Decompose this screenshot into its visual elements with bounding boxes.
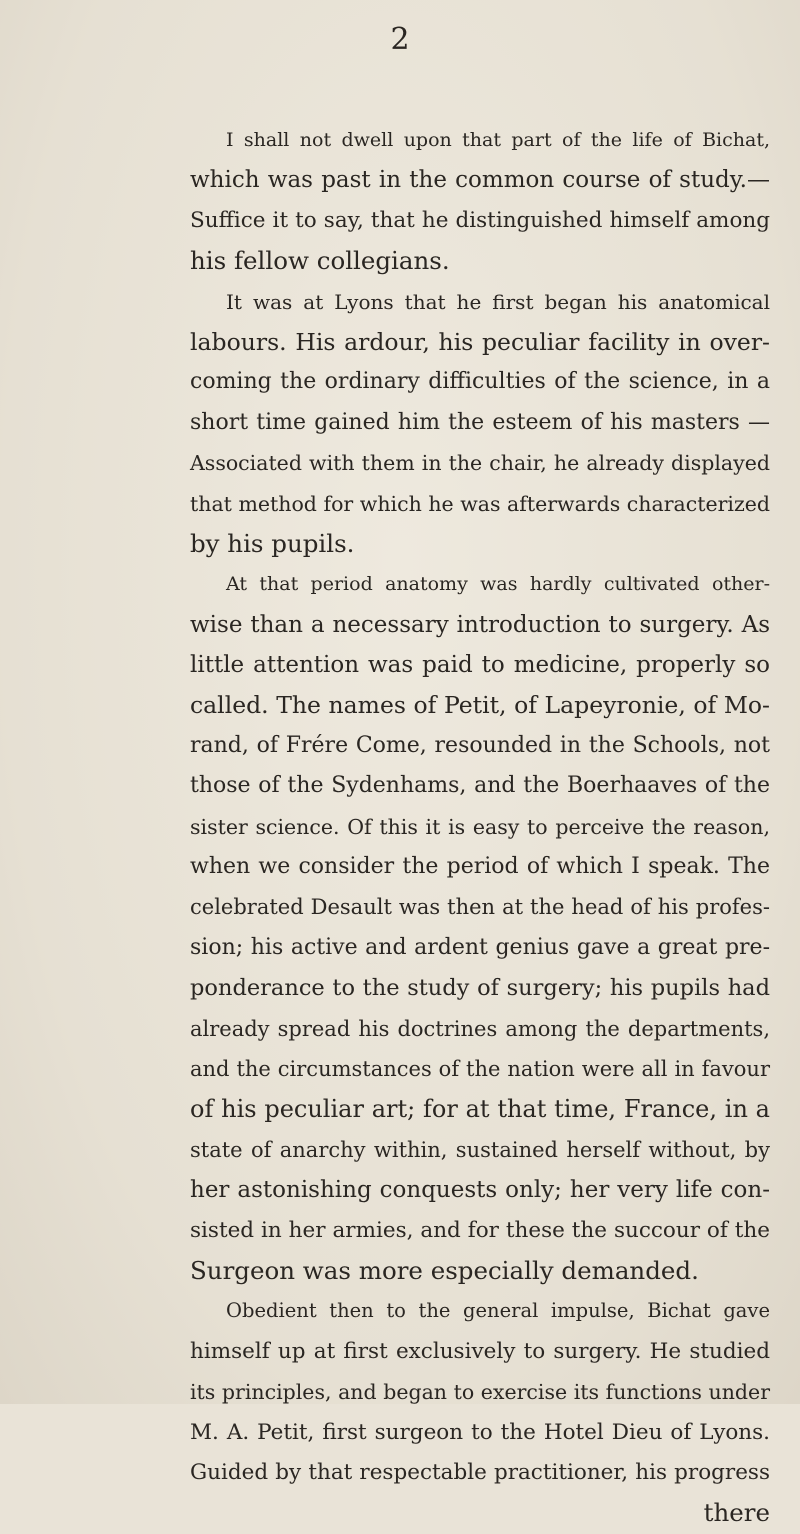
text-line: Suffice it to say, that he distinguished himself among bbox=[190, 207, 770, 233]
text-line: which was past in the common course of study.— bbox=[190, 167, 770, 194]
text-line: wise than a necessary introduction to surgery. As bbox=[190, 611, 770, 638]
text-line: sisted in her armies, and for these the succour of the bbox=[190, 1217, 770, 1243]
text-line: M. A. Petit, first surgeon to the Hotel Dieu of Lyons. bbox=[190, 1419, 770, 1445]
text-line: and the circumstances of the nation were all in favour bbox=[190, 1056, 770, 1081]
body-text bbox=[190, 120, 770, 1534]
text-line: Surgeon was more especially demanded. bbox=[190, 1255, 699, 1285]
text-line: I shall not dwell upon that part of the life of Bichat, bbox=[226, 129, 770, 151]
text-line: At that period anatomy was hardly cultivated other- bbox=[226, 573, 770, 596]
catchword: there bbox=[703, 1498, 770, 1528]
page-number: 2 bbox=[390, 22, 410, 57]
text-line: rand, of Frére Come, resounded in the Schools, not bbox=[190, 732, 770, 758]
text-line: that method for which he was afterwards characterized bbox=[190, 491, 770, 516]
text-line: Obedient then to the general impulse, Bichat gave bbox=[226, 1299, 770, 1323]
text-line: It was at Lyons that he first began his anatomical bbox=[226, 289, 770, 314]
text-line: Guided by that respectable practitioner, his progress bbox=[190, 1459, 770, 1485]
text-line: his fellow collegians. bbox=[190, 246, 450, 276]
text-line: state of anarchy within, sustained herself without, by bbox=[190, 1137, 770, 1162]
text-line: little attention was paid to medicine, properly so bbox=[190, 652, 770, 679]
text-line: those of the Sydenhams, and the Boerhaaves of the bbox=[190, 773, 770, 799]
text-line: already spread his doctrines among the departments, bbox=[190, 1016, 770, 1041]
text-line: when we consider the period of which I speak. The bbox=[190, 854, 770, 880]
text-line: short time gained him the esteem of his masters — bbox=[190, 409, 770, 435]
text-line: ponderance to the study of surgery; his pupils had bbox=[190, 975, 770, 1002]
text-line: celebrated Desault was then at the head of his profes- bbox=[190, 895, 770, 920]
text-line: himself up at first exclusively to surgery. He studied bbox=[190, 1338, 770, 1364]
text-line: sister science. Of this it is easy to perceive the reason, bbox=[190, 814, 770, 839]
text-line: its principles, and began to exercise its functions under bbox=[190, 1380, 770, 1405]
text-line: her astonishing conquests only; her very life con- bbox=[190, 1177, 770, 1204]
text-line: Associated with them in the chair, he already displayed bbox=[190, 451, 770, 476]
text-line: by his pupils. bbox=[190, 528, 355, 558]
text-line: of his peculiar art; for at that time, France, in a bbox=[190, 1095, 770, 1124]
text-line: coming the ordinary difficulties of the science, in a bbox=[190, 369, 770, 395]
text-line: called. The names of Petit, of Lapeyronie, of Mo- bbox=[190, 691, 770, 720]
text-line: sion; his active and ardent genius gave a great pre- bbox=[190, 934, 770, 960]
text-line: labours. His ardour, his peculiar facility in over- bbox=[190, 327, 770, 356]
